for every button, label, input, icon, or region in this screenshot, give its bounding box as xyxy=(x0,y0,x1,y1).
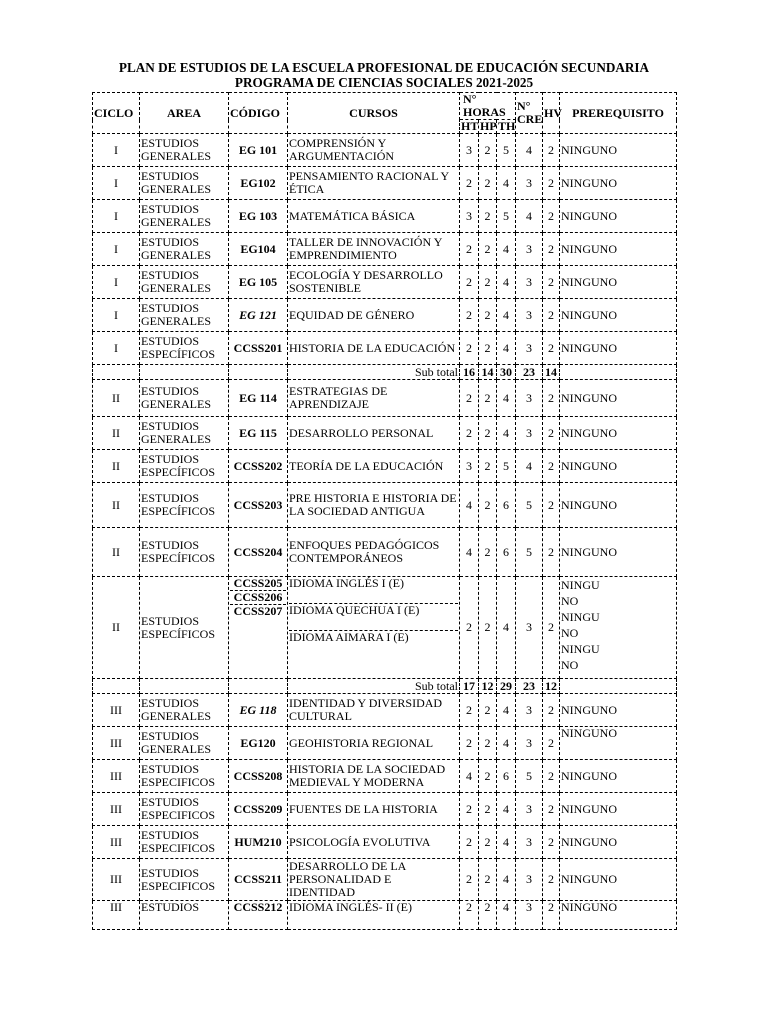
cell-area: ESTUDIOS GENERALES xyxy=(140,266,229,299)
cell-codigo: CCSS208 xyxy=(229,760,288,793)
cell-cr: 3 xyxy=(516,417,543,450)
cell-hp: 2 xyxy=(479,233,497,266)
cell-hv: 2 xyxy=(543,450,560,483)
cell-codigo: CCSS201 xyxy=(229,332,288,365)
cell-ht: 2 xyxy=(460,577,479,679)
cell-area: ESTUDIOS xyxy=(140,901,229,930)
cell-th: 4 xyxy=(497,299,516,332)
cell-cr: 5 xyxy=(516,760,543,793)
cell-curso: FUENTES DE LA HISTORIA xyxy=(288,793,460,826)
table-row xyxy=(93,760,677,793)
cell-area: ESTUDIOS ESPECÍFICOS xyxy=(140,577,229,679)
subtotal-label: Sub total xyxy=(288,365,460,380)
cell-prerequisito: NINGUNO xyxy=(560,694,677,727)
cell-prerequisito: NINGUNO xyxy=(560,266,677,299)
cell-hv: 2 xyxy=(543,332,560,365)
cell-ht: 2 xyxy=(460,826,479,859)
header-area: AREA xyxy=(140,93,229,134)
cell-hp: 2 xyxy=(479,450,497,483)
elective-curso: IDIOMA INGLÉS I (E) xyxy=(289,577,458,604)
cell-area: ESTUDIOS GENERALES xyxy=(140,380,229,417)
cell-prerequisito: NINGUNO xyxy=(560,417,677,450)
header-codigo: CÓDIGO xyxy=(229,93,288,134)
cell-th: 4 xyxy=(497,727,516,760)
cell-ciclo: II xyxy=(93,528,140,577)
cell-hp: 2 xyxy=(479,859,497,901)
cell-ciclo: I xyxy=(93,266,140,299)
cell-curso: TEORÍA DE LA EDUCACIÓN xyxy=(288,450,460,483)
cell-ht: 3 xyxy=(460,450,479,483)
cell-th: 4 xyxy=(497,167,516,200)
cell-area: ESTUDIOS ESPECIFICOS xyxy=(140,793,229,826)
cell-codigo: EG 105 xyxy=(229,266,288,299)
table-row xyxy=(93,859,677,901)
cell-ht: 3 xyxy=(460,134,479,167)
cell-ht: 2 xyxy=(460,901,479,930)
table-row xyxy=(93,417,677,450)
cell-cr: 3 xyxy=(516,266,543,299)
elective-codigo: CCSS207 xyxy=(233,604,283,618)
subtotal-hv: 14 xyxy=(543,365,560,380)
cell-ht: 4 xyxy=(460,760,479,793)
subtotal-hp: 14 xyxy=(479,365,497,380)
cell-hp: 2 xyxy=(479,694,497,727)
cell-prerequisito: NINGUNO xyxy=(560,332,677,365)
cell-cr: 3 xyxy=(516,901,543,930)
cell-cr: 3 xyxy=(516,167,543,200)
cell-ht: 2 xyxy=(460,417,479,450)
subtotal-hv: 12 xyxy=(543,679,560,694)
cell-cr: 3 xyxy=(516,233,543,266)
elective-codigo: CCSS205 xyxy=(230,577,286,591)
table-row xyxy=(93,266,677,299)
cell-ht: 3 xyxy=(460,200,479,233)
cell-prerequisito: NINGUNO xyxy=(560,380,677,417)
cell-ciclo: III xyxy=(93,826,140,859)
cell-ht: 2 xyxy=(460,793,479,826)
subtotal-cr: 23 xyxy=(516,365,543,380)
cell-hv: 2 xyxy=(543,760,560,793)
cell-ciclo: III xyxy=(93,859,140,901)
cell-hp: 2 xyxy=(479,483,497,528)
subtotal-hp: 12 xyxy=(479,679,497,694)
header-hp: HP xyxy=(480,119,497,133)
subtotal-label: Sub total xyxy=(288,679,460,694)
cell-codigo: EG 121 xyxy=(229,299,288,332)
table-row xyxy=(93,299,677,332)
table-row xyxy=(93,793,677,826)
cell-codigo: CCSS211 xyxy=(229,859,288,901)
cell-ciclo: II xyxy=(93,483,140,528)
cell-ciclo: II xyxy=(93,417,140,450)
cell-hv: 2 xyxy=(543,859,560,901)
cell-cr: 3 xyxy=(516,380,543,417)
elective-prerequisito: NINGUNO xyxy=(561,610,600,640)
subtotal-row xyxy=(93,679,677,694)
cell-codigo: CCSS202 xyxy=(229,450,288,483)
cell-ht: 2 xyxy=(460,233,479,266)
cell-th: 4 xyxy=(497,859,516,901)
cell-prerequisito: NINGUNO xyxy=(560,727,677,760)
subtotal-ht: 17 xyxy=(460,679,479,694)
cell-curso: HISTORIA DE LA EDUCACIÓN xyxy=(288,332,460,365)
cell-hp: 2 xyxy=(479,760,497,793)
cell-area: ESTUDIOS ESPECÍFICOS xyxy=(140,450,229,483)
cell-codigo: EG102 xyxy=(229,167,288,200)
cell-hv: 2 xyxy=(543,901,560,930)
cell-ht: 2 xyxy=(460,694,479,727)
cell-th: 4 xyxy=(497,826,516,859)
cell-area: ESTUDIOS ESPECÍFICOS xyxy=(140,483,229,528)
cell-th: 4 xyxy=(497,901,516,930)
table-row xyxy=(93,901,677,930)
cell-th: 5 xyxy=(497,134,516,167)
cell-cr: 4 xyxy=(516,134,543,167)
cell-area: ESTUDIOS ESPECIFICOS xyxy=(140,859,229,901)
cell-cr: 4 xyxy=(516,450,543,483)
cell-th: 6 xyxy=(497,528,516,577)
cell-hv: 2 xyxy=(543,167,560,200)
cell-codigo: CCSS203 xyxy=(229,483,288,528)
cell-hp: 2 xyxy=(479,793,497,826)
table-row xyxy=(93,826,677,859)
cell-cr: 3 xyxy=(516,299,543,332)
cell-hp: 2 xyxy=(479,528,497,577)
cell-ciclo: I xyxy=(93,299,140,332)
table-row xyxy=(93,167,677,200)
header-creditos: N° CRE xyxy=(516,93,543,134)
cell-area: ESTUDIOS ESPECÍFICOS xyxy=(140,332,229,365)
cell-hv: 2 xyxy=(543,577,560,679)
elective-codigo: CCSS206 xyxy=(230,591,286,605)
cell-prerequisito-group xyxy=(560,577,677,679)
cell-cr: 3 xyxy=(516,694,543,727)
cell-hv: 2 xyxy=(543,134,560,167)
cell-hv: 2 xyxy=(543,266,560,299)
cell-th: 4 xyxy=(497,793,516,826)
cell-prerequisito: NINGUNO xyxy=(560,793,677,826)
elective-prerequisito: NINGUNO xyxy=(561,578,600,608)
cell-curso: ECOLOGÍA Y DESARROLLO SOSTENIBLE xyxy=(288,266,460,299)
table-row xyxy=(93,332,677,365)
cell-ht: 4 xyxy=(460,528,479,577)
cell-hv: 2 xyxy=(543,233,560,266)
cell-cr: 3 xyxy=(516,793,543,826)
cell-curso: DESARROLLO DE LA PERSONALIDAD E IDENTIDAD xyxy=(288,859,460,901)
cell-curso: TALLER DE INNOVACIÓN Y EMPRENDIMIENTO xyxy=(288,233,460,266)
cell-prerequisito: NINGUNO xyxy=(560,233,677,266)
cell-curso: MATEMÁTICA BÁSICA xyxy=(288,200,460,233)
cell-hp: 2 xyxy=(479,200,497,233)
cell-prerequisito: NINGUNO xyxy=(560,901,677,930)
cell-th: 4 xyxy=(497,417,516,450)
cell-prerequisito: NINGUNO xyxy=(560,483,677,528)
cell-curso: DESARROLLO PERSONAL xyxy=(288,417,460,450)
cell-cr: 4 xyxy=(516,200,543,233)
subtotal-cr: 23 xyxy=(516,679,543,694)
cell-ciclo: II xyxy=(93,380,140,417)
cell-codigo: EG 115 xyxy=(229,417,288,450)
elective-curso: IDIOMA AIMARA I (E) xyxy=(289,630,409,644)
cell-codigo: EG 118 xyxy=(229,694,288,727)
cell-curso: IDIOMA INGLÉS- II (E) xyxy=(288,901,460,930)
header-cursos: CURSOS xyxy=(288,93,460,134)
cell-area: ESTUDIOS ESPECIFICOS xyxy=(140,826,229,859)
cell-hp: 2 xyxy=(479,266,497,299)
cell-ciclo: I xyxy=(93,167,140,200)
cell-th: 4 xyxy=(497,332,516,365)
cell-curso: HISTORIA DE LA SOCIEDAD MEDIEVAL Y MODERNA xyxy=(288,760,460,793)
table-row xyxy=(93,528,677,577)
cell-hv: 2 xyxy=(543,483,560,528)
cell-curso: GEOHISTORIA REGIONAL xyxy=(288,727,460,760)
cell-hp: 2 xyxy=(479,826,497,859)
cell-cr: 5 xyxy=(516,483,543,528)
cell-curso: ENFOQUES PEDAGÓGICOS CONTEMPORÁNEOS xyxy=(288,528,460,577)
cell-area: ESTUDIOS GENERALES xyxy=(140,167,229,200)
elective-curso: IDIOMA QUECHUA I (E) xyxy=(289,604,458,631)
cell-area: ESTUDIOS GENERALES xyxy=(140,417,229,450)
cell-codigo: CCSS209 xyxy=(229,793,288,826)
cell-hv: 2 xyxy=(543,826,560,859)
cell-curso: ESTRATEGIAS DE APRENDIZAJE xyxy=(288,380,460,417)
cell-codigo: EG 114 xyxy=(229,380,288,417)
cell-ht: 2 xyxy=(460,859,479,901)
cell-prerequisito: NINGUNO xyxy=(560,826,677,859)
cell-cr: 3 xyxy=(516,332,543,365)
cell-curso: EQUIDAD DE GÉNERO xyxy=(288,299,460,332)
cell-prerequisito: NINGUNO xyxy=(560,859,677,901)
header-ht: HT xyxy=(461,119,479,133)
table-row xyxy=(93,694,677,727)
cell-th: 4 xyxy=(497,380,516,417)
document-title: PLAN DE ESTUDIOS DE LA ESCUELA PROFESIONAL DE EDUCACIÓN SECUNDARIA xyxy=(118,60,650,75)
document-subtitle: PROGRAMA DE CIENCIAS SOCIALES 2021-2025 xyxy=(234,75,534,90)
cell-prerequisito: NINGUNO xyxy=(560,760,677,793)
cell-th: 4 xyxy=(497,694,516,727)
cell-codigo-group xyxy=(229,577,288,679)
header-prerequisito: PREREQUISITO xyxy=(560,93,677,134)
cell-ciclo: II xyxy=(93,450,140,483)
cell-prerequisito: NINGUNO xyxy=(560,134,677,167)
cell-hv: 2 xyxy=(543,200,560,233)
header-th: TH xyxy=(498,119,516,133)
cell-hp: 2 xyxy=(479,332,497,365)
cell-hv: 2 xyxy=(543,417,560,450)
cell-ht: 2 xyxy=(460,167,479,200)
cell-hp: 2 xyxy=(479,577,497,679)
cell-area: ESTUDIOS GENERALES xyxy=(140,233,229,266)
cell-ciclo: III xyxy=(93,760,140,793)
cell-hv: 2 xyxy=(543,727,560,760)
cell-ht: 2 xyxy=(460,727,479,760)
table-row xyxy=(93,380,677,417)
header-hv: HV xyxy=(543,93,560,134)
cell-cr: 3 xyxy=(516,859,543,901)
header-horas: N° HORAS xyxy=(460,93,516,120)
cell-codigo: HUM210 xyxy=(229,826,288,859)
cell-hp: 2 xyxy=(479,299,497,332)
cell-hp: 2 xyxy=(479,901,497,930)
table-row xyxy=(93,134,677,167)
cell-ht: 4 xyxy=(460,483,479,528)
cell-hp: 2 xyxy=(479,134,497,167)
cell-hp: 2 xyxy=(479,417,497,450)
cell-ciclo: I xyxy=(93,200,140,233)
cell-curso: IDENTIDAD Y DIVERSIDAD CULTURAL xyxy=(288,694,460,727)
cell-ciclo: I xyxy=(93,233,140,266)
cell-ciclo: III xyxy=(93,901,140,930)
cell-cr: 3 xyxy=(516,577,543,679)
cell-area: ESTUDIOS GENERALES xyxy=(140,299,229,332)
cell-curso: PSICOLOGÍA EVOLUTIVA xyxy=(288,826,460,859)
subtotal-ht: 16 xyxy=(460,365,479,380)
cell-hv: 2 xyxy=(543,299,560,332)
cell-ht: 2 xyxy=(460,266,479,299)
cell-th: 6 xyxy=(497,760,516,793)
cell-hv: 2 xyxy=(543,380,560,417)
cell-hv: 2 xyxy=(543,528,560,577)
cell-cr: 3 xyxy=(516,727,543,760)
cell-ht: 2 xyxy=(460,299,479,332)
cell-area: ESTUDIOS GENERALES xyxy=(140,694,229,727)
cell-curso-group xyxy=(288,577,460,679)
subtotal-row xyxy=(93,365,677,380)
cell-hv: 2 xyxy=(543,694,560,727)
table-row xyxy=(93,727,677,760)
cell-curso: PENSAMIENTO RACIONAL Y ÉTICA xyxy=(288,167,460,200)
cell-th: 5 xyxy=(497,450,516,483)
cell-hp: 2 xyxy=(479,380,497,417)
cell-area: ESTUDIOS ESPECÍFICOS xyxy=(140,528,229,577)
study-plan-table xyxy=(92,92,677,930)
table-row xyxy=(93,200,677,233)
cell-prerequisito: NINGUNO xyxy=(560,299,677,332)
cell-codigo: EG 103 xyxy=(229,200,288,233)
subtotal-th: 29 xyxy=(497,679,516,694)
cell-th: 5 xyxy=(497,200,516,233)
cell-area: ESTUDIOS ESPECIFICOS xyxy=(140,760,229,793)
cell-codigo: CCSS212 xyxy=(229,901,288,930)
table-row xyxy=(93,233,677,266)
cell-prerequisito: NINGUNO xyxy=(560,167,677,200)
cell-curso: PRE HISTORIA E HISTORIA DE LA SOCIEDAD ANTIGUA xyxy=(288,483,460,528)
cell-ht: 2 xyxy=(460,380,479,417)
cell-codigo: CCSS204 xyxy=(229,528,288,577)
table-row xyxy=(93,483,677,528)
cell-prerequisito: NINGUNO xyxy=(560,450,677,483)
cell-area: ESTUDIOS GENERALES xyxy=(140,727,229,760)
table-row xyxy=(93,450,677,483)
header-ciclo: CICLO xyxy=(93,93,140,134)
cell-prerequisito: NINGUNO xyxy=(560,528,677,577)
cell-area: ESTUDIOS GENERALES xyxy=(140,134,229,167)
cell-hp: 2 xyxy=(479,727,497,760)
cell-hp: 2 xyxy=(479,167,497,200)
cell-curso: COMPRENSIÓN Y ARGUMENTACIÓN xyxy=(288,134,460,167)
cell-th: 4 xyxy=(497,577,516,679)
cell-area: ESTUDIOS GENERALES xyxy=(140,200,229,233)
cell-th: 4 xyxy=(497,266,516,299)
cell-ciclo: III xyxy=(93,694,140,727)
elective-prerequisito: NINGUNO xyxy=(561,642,600,672)
cell-ht: 2 xyxy=(460,332,479,365)
cell-codigo: EG104 xyxy=(229,233,288,266)
cell-hv: 2 xyxy=(543,793,560,826)
cell-cr: 3 xyxy=(516,826,543,859)
cell-ciclo: II xyxy=(93,577,140,679)
cell-codigo: EG120 xyxy=(229,727,288,760)
cell-cr: 5 xyxy=(516,528,543,577)
cell-ciclo: III xyxy=(93,793,140,826)
cell-th: 6 xyxy=(497,483,516,528)
cell-prerequisito: NINGUNO xyxy=(560,200,677,233)
cell-ciclo: I xyxy=(93,332,140,365)
cell-ciclo: III xyxy=(93,727,140,760)
cell-ciclo: I xyxy=(93,134,140,167)
table-row-elective-group xyxy=(93,577,677,679)
subtotal-th: 30 xyxy=(497,365,516,380)
cell-th: 4 xyxy=(497,233,516,266)
cell-codigo: EG 101 xyxy=(229,134,288,167)
